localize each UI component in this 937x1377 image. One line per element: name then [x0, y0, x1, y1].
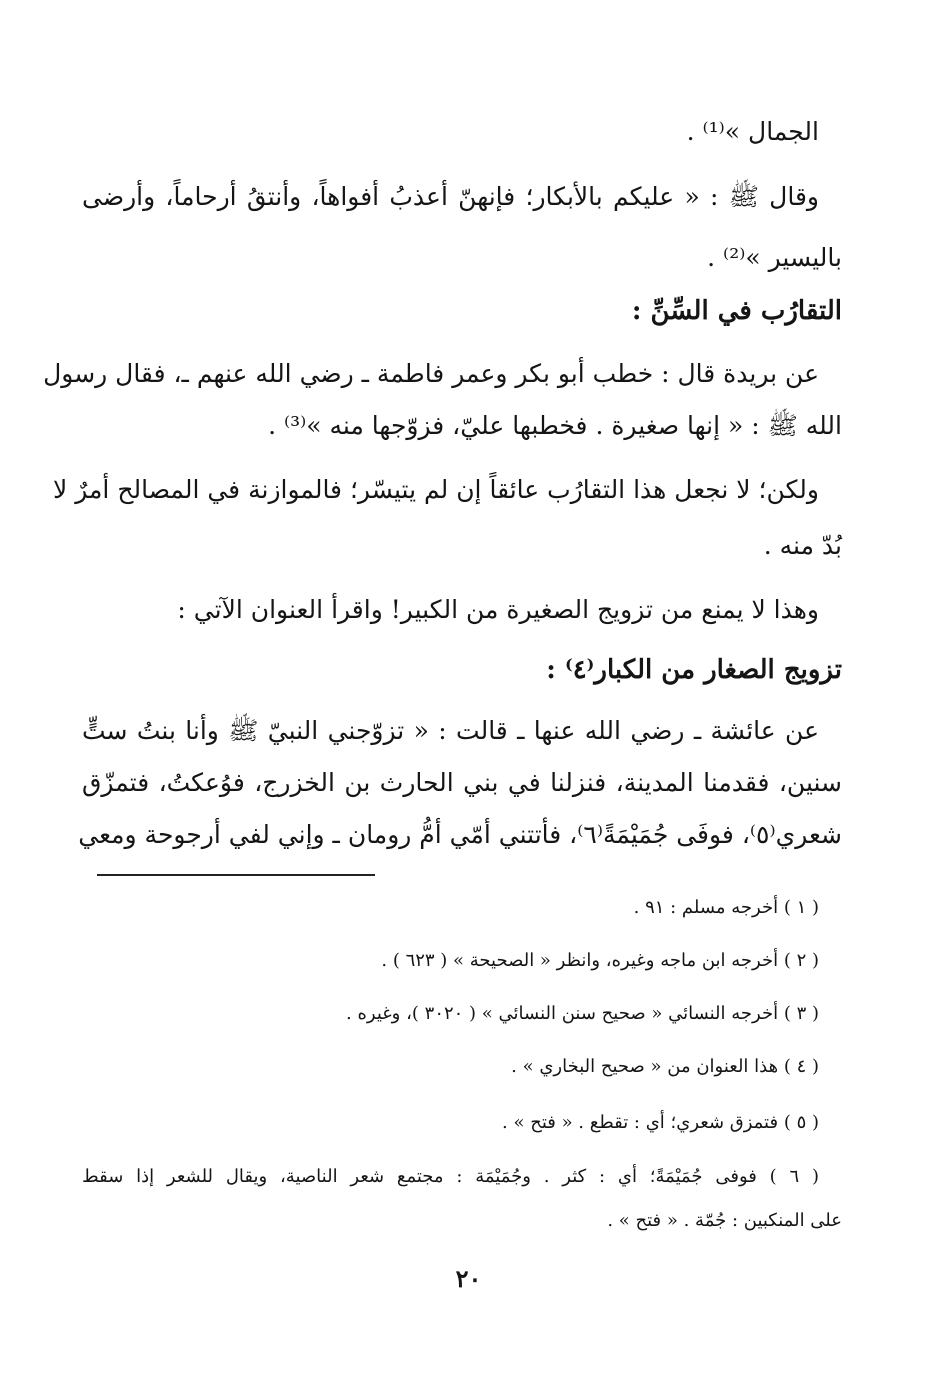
body-line-6: الله ﷺ : « إنها صغيرة . فخطبها عليّ، فزوّجها منه »⁽³⁾ . — [268, 411, 842, 440]
body-line-1: الجمال »⁽¹⁾ . — [686, 117, 819, 146]
footnote-separator — [97, 874, 375, 876]
body-line-2: وقال ﷺ : « عليكم بالأبكار؛ فإنهنّ أعذبُ أفواهاً، وأنتقُ أرحاماً، وأرضى — [82, 182, 819, 211]
body-line-7: ولكن؛ لا نجعل هذا التقارُب عائقاً إن لم يتيسّر؛ فالموازنة في المصالح أمرٌ لا — [53, 475, 819, 504]
body-line-13: شعري⁽٥⁾، فوفَى جُمَيْمَةً⁽٦⁾، فأتتني أمّي أمُّ رومان ـ وإني لفي أرجوحة ومعي — [78, 820, 842, 849]
section-heading-marrying-young: تزويج الصغار من الكبار⁽٤⁾ : — [546, 655, 842, 685]
page-number: ٢٠ — [455, 1264, 482, 1293]
footnote-5: ( ٥ ) فتمزق شعري؛ أي : تقطع . « فتح » . — [502, 1112, 819, 1133]
footnote-3: ( ٣ ) أخرجه النسائي « صحيح سنن النسائي » ( ٣٠٢٠ )، وغيره . — [346, 1003, 819, 1024]
footnote-1: ( ١ ) أخرجه مسلم : ٩١ . — [633, 897, 819, 918]
body-line-3: باليسير »⁽²⁾ . — [707, 243, 842, 272]
footnote-4: ( ٤ ) هذا العنوان من « صحيح البخاري » . — [511, 1056, 819, 1077]
body-line-8: بُدّ منه . — [763, 531, 842, 560]
footnote-6: ( ٦ ) فوفى جُمَيْمَةً؛ أي : كثر . وجُمَيْمَة : مجتمع شعر الناصية، ويقال للشعر إذا سقط — [82, 1166, 820, 1187]
body-line-11: عن عائشة ـ رضي الله عنها ـ قالت : « تزوّجني النبيّ ﷺ وأنا بنتُ ستٍّ — [82, 716, 819, 745]
body-line-9: وهذا لا يمنع من تزويج الصغيرة من الكبير! واقرأ العنوان الآتي : — [177, 595, 819, 624]
footnote-6-continuation: على المنكبين : جُمّة . « فتح » . — [607, 1210, 842, 1231]
body-line-12: سنين، فقدمنا المدينة، فنزلنا في بني الحارث بن الخزرج، فوُعكتُ، فتمزّق — [82, 768, 842, 797]
section-heading-age-proximity: التقارُب في السِّنِّ : — [631, 296, 842, 326]
footnote-2: ( ٢ ) أخرجه ابن ماجه وغيره، وانظر « الصحيحة » ( ٦٢٣ ) . — [381, 950, 819, 971]
body-line-5: عن بريدة قال : خطب أبو بكر وعمر فاطمة ـ رضي الله عنهم ـ، فقال رسول — [43, 359, 819, 388]
